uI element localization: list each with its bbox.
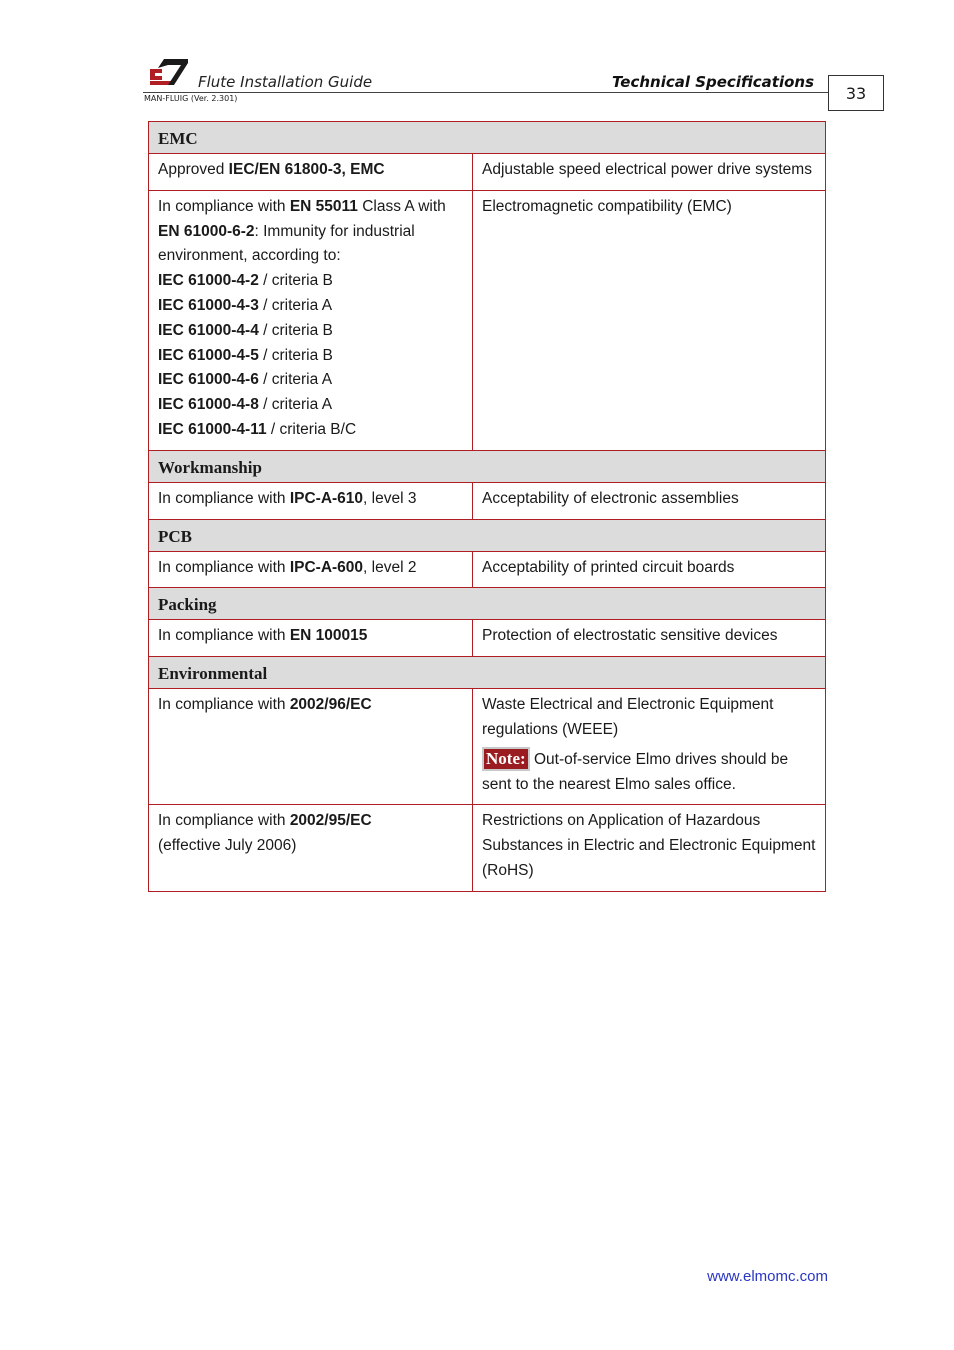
document-code: MAN-FLUIG (Ver. 2.301) bbox=[144, 94, 238, 103]
cell-text: In compliance with bbox=[158, 696, 290, 714]
section-heading: EMC bbox=[149, 122, 826, 154]
standard-name: 2002/95/EC bbox=[289, 812, 372, 830]
description-cell: Protection of electrostatic sensitive devices bbox=[473, 620, 826, 657]
table-row bbox=[149, 482, 826, 519]
description-cell: Acceptability of printed circuit boards bbox=[473, 551, 826, 588]
standard-name: IEC/EN 61800-3, EMC bbox=[228, 161, 385, 178]
standard-name: IEC 61000-4-6 bbox=[158, 371, 259, 389]
website-link[interactable]: www.elmomc.com bbox=[707, 1268, 828, 1285]
effective-date-text: (effective July 2006) bbox=[158, 837, 297, 855]
standard-name: IPC-A-610 bbox=[289, 489, 364, 507]
standard-line bbox=[158, 294, 464, 319]
section-heading: PCB bbox=[149, 519, 826, 551]
standard-line bbox=[158, 418, 464, 443]
compliance-cell bbox=[149, 805, 473, 891]
standard-name: IEC 61000-4-2 bbox=[158, 272, 259, 290]
section-heading: Packing bbox=[149, 588, 826, 620]
section-heading: Environmental bbox=[149, 657, 826, 689]
standard-line bbox=[158, 393, 464, 418]
section-row-environmental bbox=[149, 657, 826, 689]
compliance-cell bbox=[149, 190, 473, 450]
standard-line bbox=[158, 368, 464, 393]
section-row-pcb bbox=[149, 519, 826, 551]
note bbox=[482, 748, 817, 798]
document-title: Flute Installation Guide bbox=[198, 73, 373, 91]
criteria-text: / criteria A bbox=[258, 396, 333, 414]
table-row bbox=[149, 154, 826, 191]
description-cell: Acceptability of electronic assemblies bbox=[473, 482, 826, 519]
description-cell: Electromagnetic compatibility (EMC) bbox=[473, 190, 826, 450]
standard-line bbox=[158, 344, 464, 369]
cell-text: In compliance with bbox=[158, 812, 290, 830]
cell-text: In compliance with bbox=[158, 489, 290, 507]
description-text: Waste Electrical and Electronic Equipment regulations (WEEE) bbox=[482, 696, 774, 738]
compliance-cell bbox=[149, 620, 473, 657]
standard-name: IPC-A-600 bbox=[289, 558, 364, 576]
cell-text: In compliance with bbox=[158, 627, 290, 645]
standard-name: EN 61000-6-2 bbox=[158, 222, 255, 240]
specifications-table bbox=[148, 121, 826, 892]
compliance-cell bbox=[149, 482, 473, 519]
table-row bbox=[149, 190, 826, 450]
table-row bbox=[149, 805, 826, 891]
standard-name: 2002/96/EC bbox=[289, 696, 372, 714]
criteria-text: / criteria B bbox=[258, 321, 333, 339]
standard-line bbox=[158, 319, 464, 344]
description-cell: Restrictions on Application of Hazardous Substances in Electric and Electronic Equipment (RoHS) bbox=[473, 805, 826, 891]
criteria-text: / criteria A bbox=[258, 371, 333, 389]
standard-name: IEC 61000-4-8 bbox=[158, 396, 259, 414]
standard-name: IEC 61000-4-4 bbox=[158, 321, 259, 339]
cell-text: Approved bbox=[158, 161, 229, 178]
cell-text: In compliance with bbox=[158, 558, 290, 576]
standard-name: IEC 61000-4-3 bbox=[158, 296, 259, 314]
cell-text: , level 2 bbox=[363, 558, 417, 576]
section-row-workmanship bbox=[149, 450, 826, 482]
compliance-cell bbox=[149, 689, 473, 805]
standard-name: EN 100015 bbox=[289, 627, 368, 645]
header-divider bbox=[143, 92, 828, 93]
criteria-text: / criteria B/C bbox=[266, 420, 357, 438]
compliance-cell bbox=[149, 154, 473, 191]
section-row-packing bbox=[149, 588, 826, 620]
page-number: 33 bbox=[828, 75, 884, 111]
standard-line bbox=[158, 269, 464, 294]
standard-name: EN 55011 bbox=[289, 197, 358, 215]
note-badge: Note: bbox=[486, 748, 526, 768]
note-text: Out-of-service Elmo drives should be sent to the nearest Elmo sales office. bbox=[482, 750, 789, 793]
criteria-text: / criteria B bbox=[258, 272, 333, 290]
standard-name: IEC 61000-4-5 bbox=[158, 346, 259, 364]
cell-text: Class A with bbox=[357, 197, 446, 215]
criteria-text: / criteria B bbox=[258, 346, 333, 364]
standard-name: IEC 61000-4-11 bbox=[158, 420, 267, 438]
section-heading: Workmanship bbox=[149, 450, 826, 482]
description-cell bbox=[473, 689, 826, 805]
table-row bbox=[149, 620, 826, 657]
table-row bbox=[149, 551, 826, 588]
criteria-text: / criteria A bbox=[258, 296, 333, 314]
table-row bbox=[149, 689, 826, 805]
description-cell: Adjustable speed electrical power drive systems bbox=[473, 154, 826, 191]
cell-text: In compliance with bbox=[158, 197, 290, 215]
section-title: Technical Specifications bbox=[611, 73, 814, 91]
section-row-emc bbox=[149, 122, 826, 154]
compliance-cell bbox=[149, 551, 473, 588]
elmo-logo bbox=[148, 57, 190, 87]
cell-text: : Immunity for industrial environment, according to: bbox=[158, 222, 415, 265]
cell-text: , level 3 bbox=[363, 489, 417, 507]
